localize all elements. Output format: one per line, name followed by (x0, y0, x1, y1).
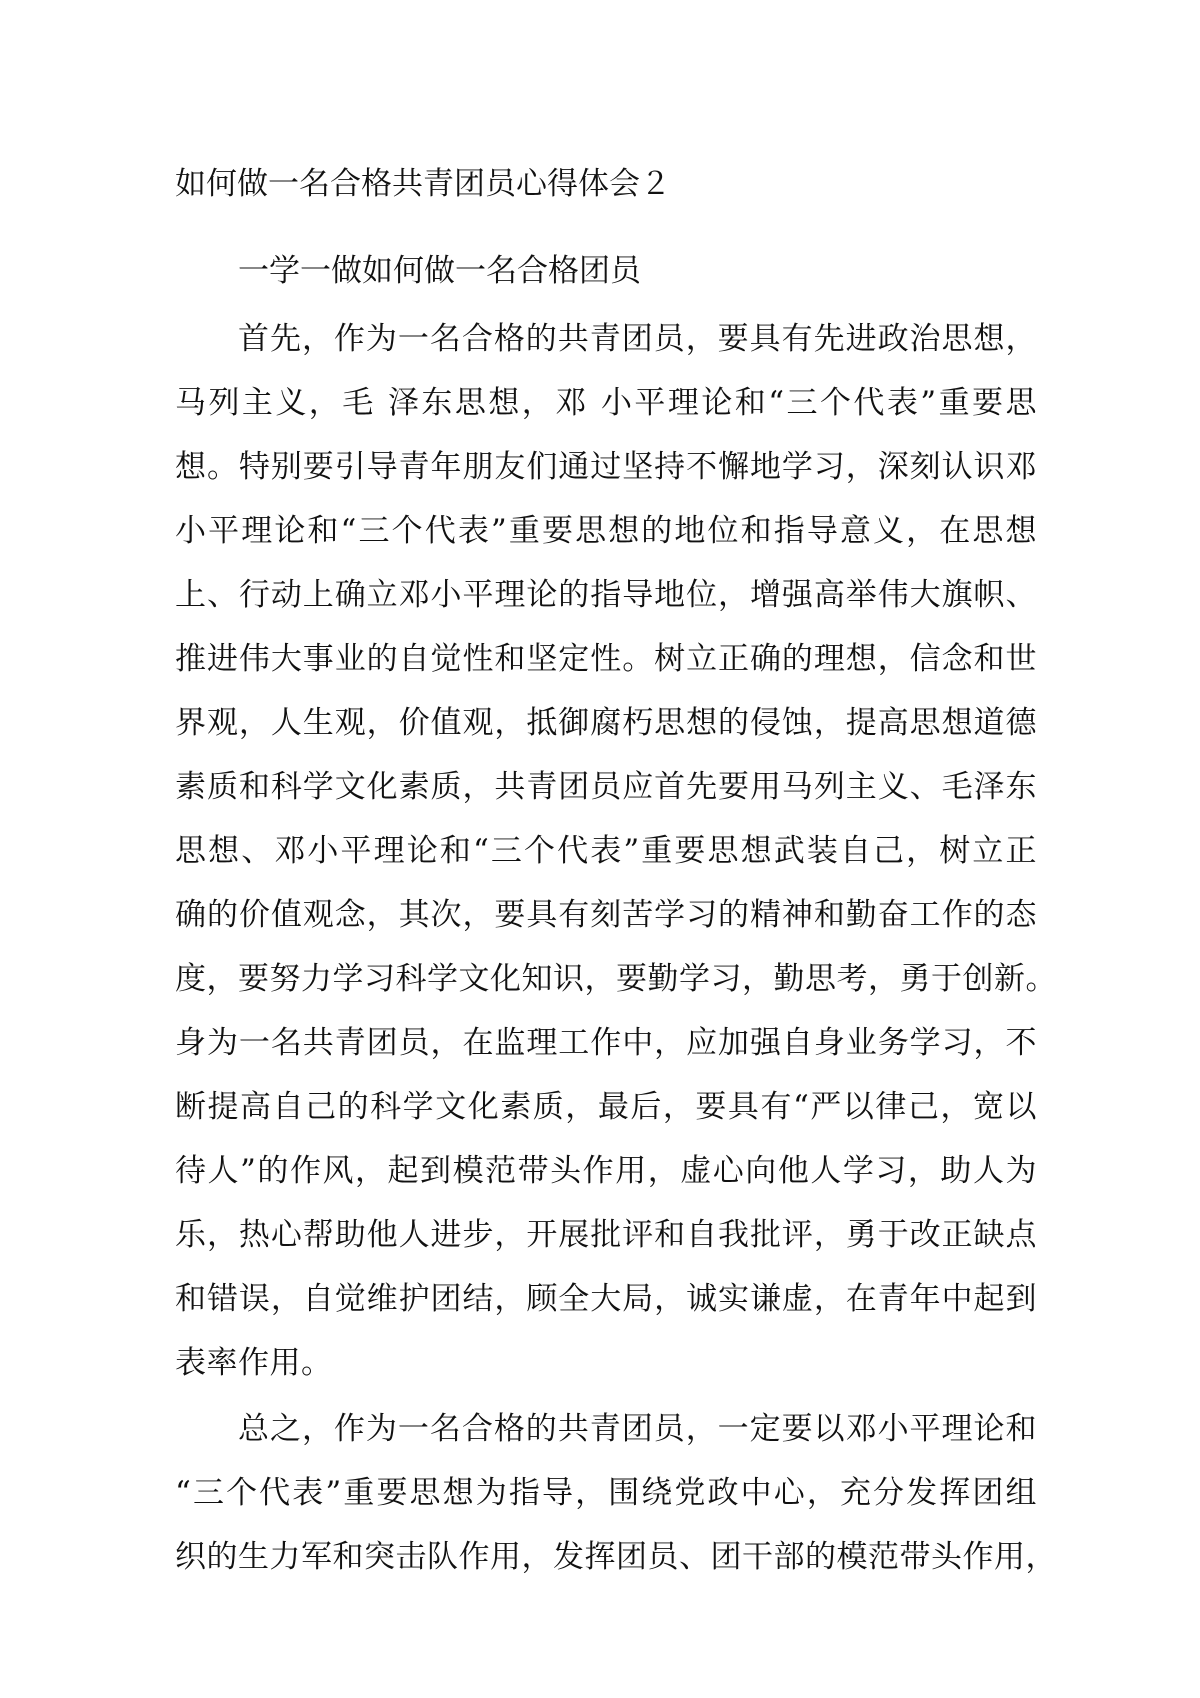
paragraph-line: 思想、邓小平理论和“三个代表”重要思想武装自己，树立正 (175, 833, 1037, 869)
paragraph-line: 断提高自己的科学文化素质，最后，要具有“严以律己，宽以 (175, 1089, 1037, 1125)
paragraph-line: 马列主义，毛 泽东思想，邓 小平理论和“三个代表”重要思 (175, 385, 1037, 421)
paragraph-line: 小平理论和“三个代表”重要思想的地位和指导意义，在思想 (175, 513, 1037, 549)
paragraph-line: 上、行动上确立邓小平理论的指导地位，增强高举伟大旗帜、 (175, 577, 1037, 613)
paragraph-line: 想。特别要引导青年朋友们通过坚持不懈地学习，深刻认识邓 (175, 449, 1037, 485)
paragraph-2 (175, 1397, 1057, 1589)
paragraph-line: 表率作用。 (175, 1345, 333, 1381)
document-title: 如何做一名合格共青团员心得体会２ (175, 166, 671, 202)
paragraph-line: 乐，热心帮助他人进步，开展批评和自我批评，勇于改正缺点 (175, 1217, 1037, 1253)
paragraph-line: 织的生力军和突击队作用，发挥团员、团干部的模范带头作用， (175, 1539, 1057, 1575)
document-subtitle: 一学一做如何做一名合格团员 (238, 253, 641, 289)
paragraph-line: 待人”的作风，起到模范带头作用，虚心向他人学习，助人为 (175, 1153, 1037, 1189)
paragraph-line: 身为一名共青团员，在监理工作中，应加强自身业务学习，不 (175, 1025, 1037, 1061)
paragraph-line: 度，要努力学习科学文化知识，要勤学习，勤思考，勇于创新。 (175, 961, 1057, 997)
paragraph-line: “三个代表”重要思想为指导，围绕党政中心，充分发挥团组 (175, 1475, 1037, 1511)
paragraph-1 (175, 307, 1057, 1395)
paragraph-line: 总之，作为一名合格的共青团员，一定要以邓小平理论和 (238, 1411, 1037, 1447)
paragraph-line: 推进伟大事业的自觉性和坚定性。树立正确的理想，信念和世 (175, 641, 1037, 677)
paragraph-line: 和错误，自觉维护团结，顾全大局，诚实谦虚，在青年中起到 (175, 1281, 1037, 1317)
paragraph-line: 素质和科学文化素质，共青团员应首先要用马列主义、毛泽东 (175, 769, 1037, 805)
paragraph-line: 界观，人生观，价值观，抵御腐朽思想的侵蚀，提高思想道德 (175, 705, 1037, 741)
paragraph-line: 首先，作为一名合格的共青团员，要具有先进政治思想， (238, 321, 1037, 357)
paragraph-line: 确的价值观念，其次，要具有刻苦学习的精神和勤奋工作的态 (175, 897, 1037, 933)
